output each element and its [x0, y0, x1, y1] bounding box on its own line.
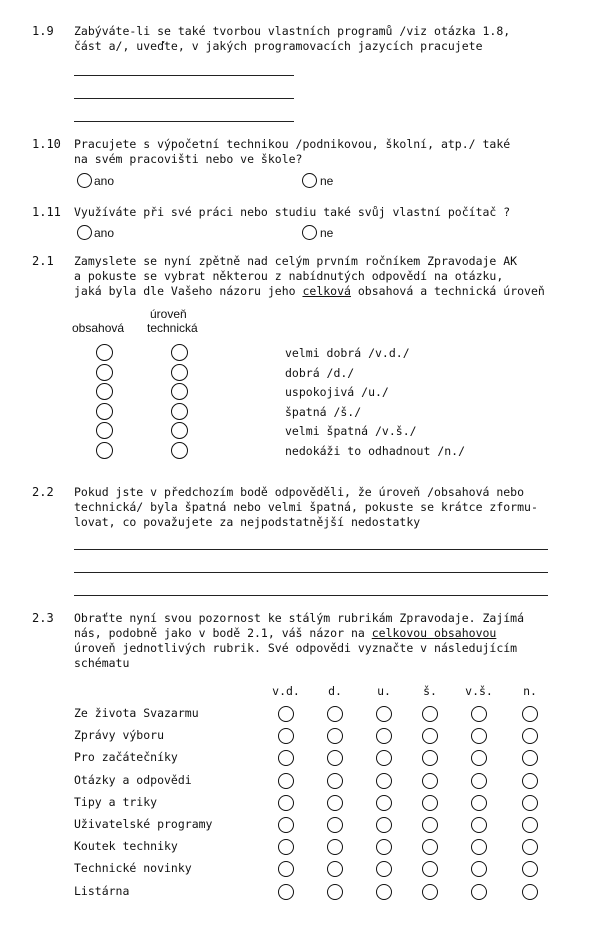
rating-radio[interactable]: [522, 795, 538, 811]
column-header: u.: [377, 684, 391, 698]
rating-radio[interactable]: [422, 728, 438, 744]
rating-radio[interactable]: [327, 884, 343, 900]
radio-content[interactable]: [96, 383, 113, 400]
rating-radio[interactable]: [327, 839, 343, 855]
rating-radio[interactable]: [278, 861, 294, 877]
radio-content[interactable]: [96, 403, 113, 420]
radio-technical[interactable]: [171, 364, 188, 381]
rating-radio[interactable]: [422, 706, 438, 722]
answer-line[interactable]: [74, 572, 548, 573]
radio-content[interactable]: [96, 422, 113, 439]
question-text-line: [74, 284, 545, 299]
rating-radio[interactable]: [471, 728, 487, 744]
question-text-line: Pracujete s výpočetní technikou /podnikovou, školní, atp./ také: [74, 137, 511, 151]
rating-radio[interactable]: [471, 839, 487, 855]
rubric-label: Ze života Svazarmu: [74, 706, 199, 720]
rubric-label: Pro začátečníky: [74, 750, 178, 765]
question-text-line: Obraťte nyní svou pozornost ke stálým rubrikám Zpravodaje. Zajímá: [74, 611, 525, 625]
rating-radio[interactable]: [376, 861, 392, 877]
question-text-line: Pokud jste v předchozím bodě odpověděli, že úroveň /obsahová nebo: [74, 485, 525, 499]
question-text-line: [74, 626, 496, 641]
rating-radio[interactable]: [327, 817, 343, 833]
question-text: jaká byla dle Vašeho názoru jeho: [74, 284, 303, 298]
question-text-line: technická/ byla špatná nebo velmi špatná, pokuste se krátce zformu-: [74, 500, 538, 514]
option-label: ano: [94, 174, 115, 188]
question-text-line: Zamyslete se nyní zpětně nad celým prvním ročníkem Zpravodaje AK: [74, 254, 518, 268]
rating-radio[interactable]: [422, 839, 438, 855]
rating-radio[interactable]: [522, 773, 538, 789]
answer-line[interactable]: [74, 549, 548, 550]
rating-radio[interactable]: [471, 773, 487, 789]
answer-line[interactable]: [74, 98, 294, 99]
rating-radio[interactable]: [278, 795, 294, 811]
column-header-technical: technická: [147, 321, 198, 335]
rating-radio[interactable]: [422, 795, 438, 811]
radio-content[interactable]: [96, 344, 113, 361]
question-text-line: lovat, co považujete za nejpodstatnější nedostatky: [74, 515, 421, 529]
radio-technical[interactable]: [171, 383, 188, 400]
radio-content[interactable]: [96, 364, 113, 381]
rating-radio[interactable]: [278, 728, 294, 744]
rating-option-label: velmi dobrá /v.d./: [285, 346, 410, 360]
rating-radio[interactable]: [278, 750, 294, 766]
rating-radio[interactable]: [278, 817, 294, 833]
question-text-line: schématu: [74, 656, 130, 670]
rubric-label: Zprávy výboru: [74, 728, 165, 743]
rubric-label: Koutek techniky: [74, 839, 178, 854]
question-text-line: část a/, uveďte, v jakých programovacích jazycích pracujete: [74, 39, 483, 53]
rubric-label: Uživatelské programy: [74, 817, 213, 831]
question-text: nás, podobně jako v bodě 2.1, váš názor na: [74, 626, 372, 640]
question-text-emphasis: celková: [302, 284, 351, 298]
radio-technical[interactable]: [171, 403, 188, 420]
question-number: 1.11: [32, 205, 61, 219]
question-text-line: a pokuste se vybrat některou z nabídnutých odpovědí na otázku,: [74, 269, 504, 283]
answer-line[interactable]: [74, 121, 294, 122]
answer-line[interactable]: [74, 595, 548, 596]
rating-radio[interactable]: [422, 861, 438, 877]
rating-radio[interactable]: [376, 795, 392, 811]
rating-radio[interactable]: [522, 861, 538, 877]
option-label: ne: [320, 226, 334, 240]
rubric-label: Tipy a triky: [74, 794, 158, 809]
question-text-line: na svém pracovišti nebo ve škole?: [74, 152, 303, 166]
rating-radio[interactable]: [522, 884, 538, 900]
answer-line[interactable]: [74, 75, 294, 76]
radio-yes[interactable]: [77, 225, 92, 240]
column-header: n.: [523, 684, 537, 698]
option-label: ne: [320, 174, 334, 188]
rating-radio[interactable]: [376, 773, 392, 789]
rating-radio[interactable]: [422, 884, 438, 900]
column-header: v.d.: [272, 684, 300, 698]
radio-technical[interactable]: [171, 422, 188, 439]
rating-radio[interactable]: [327, 773, 343, 789]
question-number: 2.3: [32, 611, 54, 625]
rubric-label: Otázky a odpovědi: [74, 772, 192, 787]
rating-option-label: dobrá /d./: [285, 365, 355, 380]
rating-radio[interactable]: [422, 817, 438, 833]
rating-radio[interactable]: [278, 773, 294, 789]
column-header-content: obsahová: [72, 321, 125, 335]
rating-radio[interactable]: [376, 706, 392, 722]
option-label: ano: [94, 226, 115, 240]
question-text: obsahová a technická úroveň: [350, 284, 545, 298]
rating-radio[interactable]: [471, 861, 487, 877]
rating-radio[interactable]: [422, 773, 438, 789]
rating-radio[interactable]: [327, 750, 343, 766]
rating-radio[interactable]: [522, 750, 538, 766]
question-number: 1.10: [32, 137, 61, 151]
question-text-line: Využíváte při své práci nebo studiu také svůj vlastní počítač ?: [74, 205, 511, 219]
question-text-line: Zabýváte-li se také tvorbou vlastních programů /viz otázka 1.8,: [74, 24, 511, 38]
column-header: v.š.: [465, 684, 493, 698]
rating-radio[interactable]: [278, 706, 294, 722]
rating-radio[interactable]: [327, 795, 343, 811]
rating-option-label: uspokojivá /u./: [285, 385, 389, 399]
radio-technical[interactable]: [171, 442, 188, 459]
radio-no[interactable]: [302, 173, 317, 188]
radio-technical[interactable]: [171, 344, 188, 361]
column-header: š.: [423, 684, 437, 698]
question-number: 1.9: [32, 24, 54, 38]
rating-radio[interactable]: [376, 839, 392, 855]
rating-radio[interactable]: [522, 839, 538, 855]
rating-radio[interactable]: [376, 750, 392, 766]
rating-radio[interactable]: [376, 817, 392, 833]
column-group-header: úroveň: [150, 307, 187, 321]
rating-radio[interactable]: [327, 861, 343, 877]
radio-content[interactable]: [96, 442, 113, 459]
rating-radio[interactable]: [422, 750, 438, 766]
rating-radio[interactable]: [522, 817, 538, 833]
rating-radio[interactable]: [471, 884, 487, 900]
rating-radio[interactable]: [471, 750, 487, 766]
rating-radio[interactable]: [278, 839, 294, 855]
question-text-emphasis: celkovou obsahovou: [371, 626, 497, 640]
rating-radio[interactable]: [376, 728, 392, 744]
question-number: 2.2: [32, 485, 54, 499]
rating-option-label: špatná /š./: [285, 404, 362, 419]
rating-radio[interactable]: [327, 728, 343, 744]
rating-radio[interactable]: [278, 884, 294, 900]
rating-option-label: velmi špatná /v.š./: [285, 424, 417, 438]
radio-yes[interactable]: [77, 173, 92, 188]
rating-radio[interactable]: [376, 884, 392, 900]
rubric-label: Listárna: [74, 883, 130, 898]
rating-option-label: nedokáži to odhadnout /n./: [285, 443, 466, 458]
rating-radio[interactable]: [471, 706, 487, 722]
radio-no[interactable]: [302, 225, 317, 240]
rubric-label: Technické novinky: [74, 861, 192, 876]
question-number: 2.1: [32, 254, 54, 268]
rating-radio[interactable]: [522, 728, 538, 744]
rating-radio[interactable]: [471, 795, 487, 811]
column-header: d.: [328, 684, 342, 698]
rating-radio[interactable]: [327, 706, 343, 722]
question-text-line: úroveň jednotlivých rubrik. Své odpovědi vyznačte v následujícím: [74, 641, 518, 655]
rating-radio[interactable]: [471, 817, 487, 833]
rating-radio[interactable]: [522, 706, 538, 722]
